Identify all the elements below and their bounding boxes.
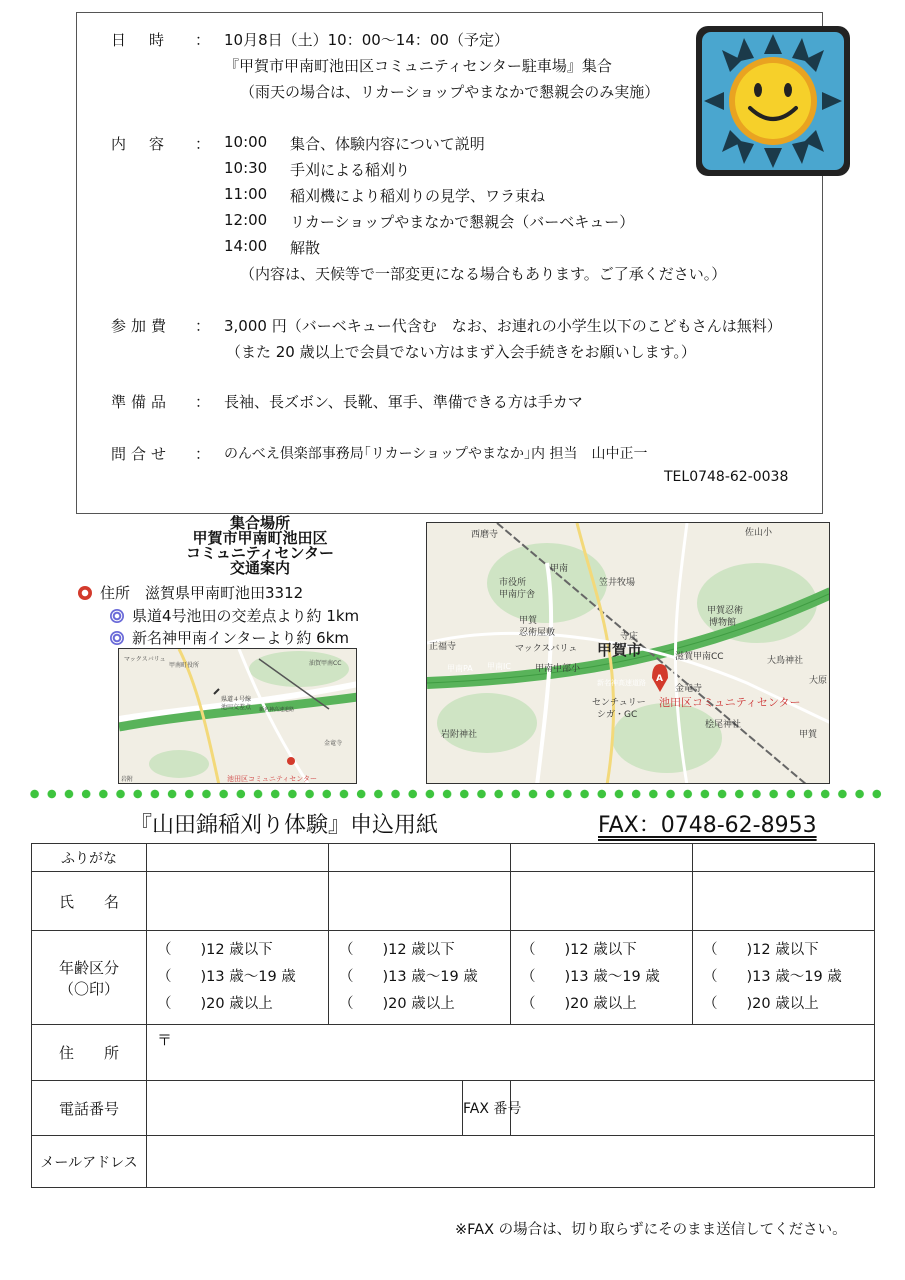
name-input-2[interactable] [329,872,511,931]
map-label: 新名神高速道路 [259,707,295,713]
map-label: 岩附神社 [441,730,478,740]
map-label: 岩附 [121,776,134,783]
date-value: 10月8日（土）10：00～14：00（予定） [224,31,509,49]
schedule-time: 10:00 [224,133,268,151]
phone-row [32,1081,875,1136]
map-label: マックスバリュ [515,644,578,654]
name-input-3[interactable] [511,872,693,931]
map-label: 甲賀 [799,730,818,740]
direction-text: 新名神甲南インターより約 6km [132,629,350,647]
name-row [32,872,875,931]
schedule-time: 12:00 [224,211,268,229]
age-option[interactable]: （ )20 歳以上 [157,996,273,1012]
map-label: 市役所 [499,578,527,588]
postal-mark: 〒 [157,1031,173,1049]
map-label: 金竜寺 [324,740,343,747]
access-title-line: 交通案内 [229,559,290,577]
date-colon: ： [195,31,211,49]
address-input[interactable] [147,1025,875,1081]
age-row [32,931,875,1025]
contact-tel: TEL0748-62-0038 [664,469,789,485]
phone-input[interactable] [147,1081,463,1136]
age-options-3[interactable] [511,931,693,1025]
access-title-line: 甲賀市甲南町池田区 [192,529,328,547]
rain-note: （雨天の場合は、リカーショップやまなかで懇親会のみ実施） [240,83,660,101]
furigana-input-4[interactable] [693,844,875,872]
age-option[interactable]: （ )20 歳以上 [339,996,455,1012]
age-option[interactable]: （ )12 歳以下 [157,942,273,958]
footnote: ※FAX の場合は、切り取らずにそのまま送信してください。 [455,1222,847,1238]
direction-text: 県道4号池田の交差点より約 1km [132,607,360,625]
content-note: （内容は、天候等で一部変更になる場合もあります。ご了承ください。） [240,265,727,283]
email-label: メールアドレス [32,1136,147,1188]
map-label: 甲南中部小 [535,664,581,674]
map-label: 寺庄 [620,632,639,642]
spiral-bullet-icon [110,609,124,623]
map-label: 甲南 [550,564,569,574]
map-label: 池田区コミュニティセンター [227,775,318,783]
name-input-1[interactable] [147,872,329,931]
map-label: 正福寺 [429,642,457,652]
map-label: センチュリー [592,698,646,708]
schedule-time: 14:00 [224,237,268,255]
map-label: 新名神高速道路 [597,679,646,687]
map-label: 甲賀市 [597,641,643,659]
map-label: 油賀甲南CC [309,660,342,667]
age-option[interactable]: （ )13 歳～19 歳 [157,969,296,985]
age-options-2[interactable] [329,931,511,1025]
map-label: 甲南庁舎 [499,590,536,600]
map-label: 甲賀忍術 [707,606,744,616]
spiral-bullet-icon [110,631,124,645]
fee-label: 参加費 [111,317,172,335]
age-option[interactable]: （ )12 歳以下 [703,942,819,958]
large-map-graphic [427,523,830,784]
name-input-4[interactable] [693,872,875,931]
direction-line [110,605,359,626]
map-label: 池田区コミュニティセンター [659,696,801,709]
map-label: マックスバリュ [124,656,166,663]
age-label-line: （〇印） [58,979,119,998]
address-line [78,582,303,603]
contact-colon: ： [195,445,211,463]
date-label: 日 時 [111,31,169,49]
map-label: 池田交差点 [221,704,252,711]
age-option[interactable]: （ )13 歳～19 歳 [703,969,842,985]
map-label: 大鳥神社 [767,656,804,666]
items-colon: ： [195,393,211,411]
address-label: 住 所 [32,1025,147,1081]
map-label: 甲南PA [447,664,473,673]
phone-label: 電話番号 [32,1081,147,1136]
address-text: 住所 滋賀県甲南町池田3312 [100,584,304,602]
furigana-input-1[interactable] [147,844,329,872]
map-label: 大原 [809,676,828,686]
large-map [426,522,830,784]
map-label: 忍術屋敷 [519,628,556,638]
contact-label: 問合せ [111,445,172,463]
fax-number: FAX：0748-62-8953 [598,813,817,838]
furigana-input-3[interactable] [511,844,693,872]
direction-line [110,627,349,648]
schedule-text: 稲刈機により稲刈りの見学、ワラ束ね [290,187,546,205]
age-option[interactable]: （ )13 歳～19 歳 [339,969,478,985]
map-label: 金竜寺 [675,684,703,694]
furigana-row [32,844,875,872]
map-label: 甲賀 [519,616,538,626]
map-label: 甲南IC [487,662,511,671]
map-label: 博物館 [709,618,737,628]
small-map-graphic [119,649,357,784]
map-label: 滋賀甲南CC [675,652,724,662]
fee-note: （また 20 歳以上で会員でない方はまず入会手続きをお願いします。） [226,343,696,361]
furigana-label: ふりがな [32,844,147,872]
age-option[interactable]: （ )20 歳以上 [703,996,819,1012]
small-map [118,648,357,784]
map-label: シガ・GC [597,710,638,720]
schedule-time: 10:30 [224,159,268,177]
address-row [32,1025,875,1081]
age-options-1[interactable] [147,931,329,1025]
items-value: 長袖、長ズボン、長靴、軍手、準備できる方は手カマ [224,393,583,411]
age-options-4[interactable] [693,931,875,1025]
cut-line-dots [26,788,886,800]
map-label: 甲南町役所 [169,662,200,669]
map-label: 佐山小 [745,528,773,538]
age-option[interactable]: （ )12 歳以下 [339,942,455,958]
fee-colon: ： [195,317,211,335]
access-title-line: 集合場所 [229,514,290,532]
sun-illustration [692,22,854,180]
schedule-text: リカーショップやまなかで懇親会（バーベキュー） [290,213,635,231]
content-label: 内 容 [111,135,169,153]
contact-value: のんべえ倶楽部事務局｢リカーショップやまなか｣内 担当 山中正一 [224,446,648,462]
meeting-place: 『甲賀市甲南町池田区コミュニティセンター駐車場』集合 [224,57,612,75]
schedule-text: 手刈による稲刈り [290,161,411,179]
age-label-line: 年齢区分 [58,958,119,977]
access-title-line: コミュニティセンター [186,544,334,562]
content-colon: ： [195,135,211,153]
fee-value: 3,000 円（バーベキュー代含む なお、お連れの小学生以下のこどもさんは無料） [224,317,782,335]
email-input[interactable] [147,1136,875,1188]
age-option[interactable]: （ )20 歳以上 [521,996,637,1012]
map-label: 桧尾神社 [705,720,742,730]
age-option[interactable]: （ )13 歳～19 歳 [521,969,660,985]
map-label: 西磨寺 [471,530,499,540]
schedule-text: 解散 [290,239,321,257]
access-title [150,516,370,576]
schedule-time: 11:00 [224,185,268,203]
svg-text:A: A [656,674,663,684]
age-label [32,931,147,1025]
name-label: 氏 名 [32,872,147,931]
form-title: 『山田錦稲刈り体験』申込用紙 [130,813,439,838]
email-row [32,1136,875,1188]
items-label: 準備品 [111,393,172,411]
application-form [31,843,875,1188]
furigana-input-2[interactable] [329,844,511,872]
map-label: 県道４号線 [221,696,252,703]
address-icon [78,586,92,600]
schedule-text: 集合、体験内容について説明 [290,135,485,153]
fax-input[interactable] [511,1081,875,1136]
fax-label: FAX 番号 [463,1081,511,1136]
map-label: 笠井牧場 [599,578,636,588]
age-option[interactable]: （ )12 歳以下 [521,942,637,958]
